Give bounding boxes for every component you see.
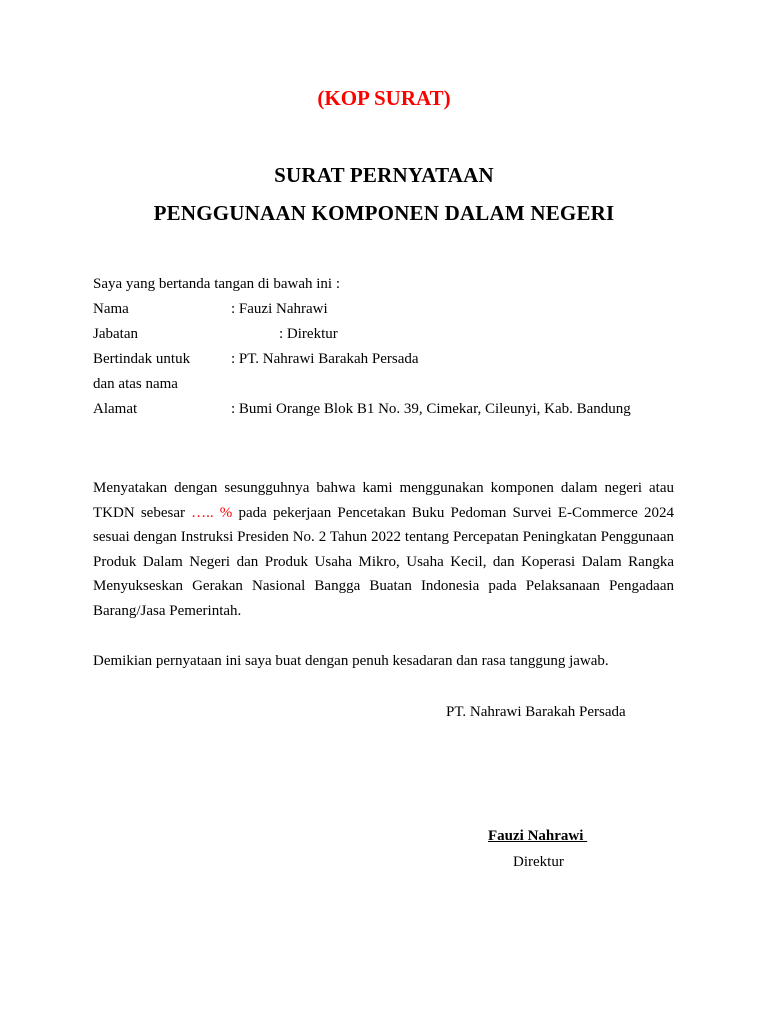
statement-paragraph — [93, 476, 674, 624]
closing-text: Demikian pernyataan ini saya buat dengan penuh kesadaran dan rasa tanggung jawab. — [93, 653, 609, 669]
field-label-alamat: Alamat — [93, 401, 138, 417]
statement-text-after: pada pekerjaan Pencetakan Buku Pedoman Survei E-Commerce 2024 sesuai dengan Instruksi Presiden No. 2 Tahun 2022 tentang Percepatan Peningkatan Penggunaan Produk Dalam Negeri dan Produk Usaha Mikro, Usaha Kecil, dan Koperasi Dalam Rangka Menyukseskan Gerakan Nasional Bangga Buatan Indonesia pada Pelaksanaan Pengadaan Barang/Jasa Pemerintah. — [93, 504, 674, 619]
field-value-jabatan: : Direktur — [279, 326, 338, 342]
statement-text-before: Menyatakan dengan sesungguhnya bahwa kami menggunakan komponen dalam negeri atau TKDN sebesar — [93, 480, 674, 521]
field-label-bertindak: Bertindak untuk — [93, 351, 191, 367]
signatory-name: Fauzi Nahrawi — [488, 828, 588, 844]
tkdn-percentage-placeholder: ….. % — [191, 504, 233, 521]
field-value-bertindak: : PT. Nahrawi Barakah Persada — [231, 351, 419, 367]
field-label-atas-nama: dan atas nama — [93, 376, 178, 392]
field-label-jabatan: Jabatan — [93, 326, 138, 342]
letterhead-placeholder: (KOP SURAT) — [317, 86, 451, 110]
signature-company: PT. Nahrawi Barakah Persada — [446, 704, 626, 720]
letter-title: SURAT PERNYATAAN — [274, 163, 494, 187]
intro-text: Saya yang bertanda tangan di bawah ini : — [93, 276, 341, 292]
signatory-position: Direktur — [513, 854, 564, 870]
field-label-nama: Nama — [93, 301, 129, 317]
field-value-alamat: : Bumi Orange Blok B1 No. 39, Cimekar, Cileunyi, Kab. Bandung — [231, 401, 631, 417]
letter-subtitle: PENGGUNAAN KOMPONEN DALAM NEGERI — [153, 201, 615, 225]
field-value-nama: : Fauzi Nahrawi — [231, 301, 328, 317]
